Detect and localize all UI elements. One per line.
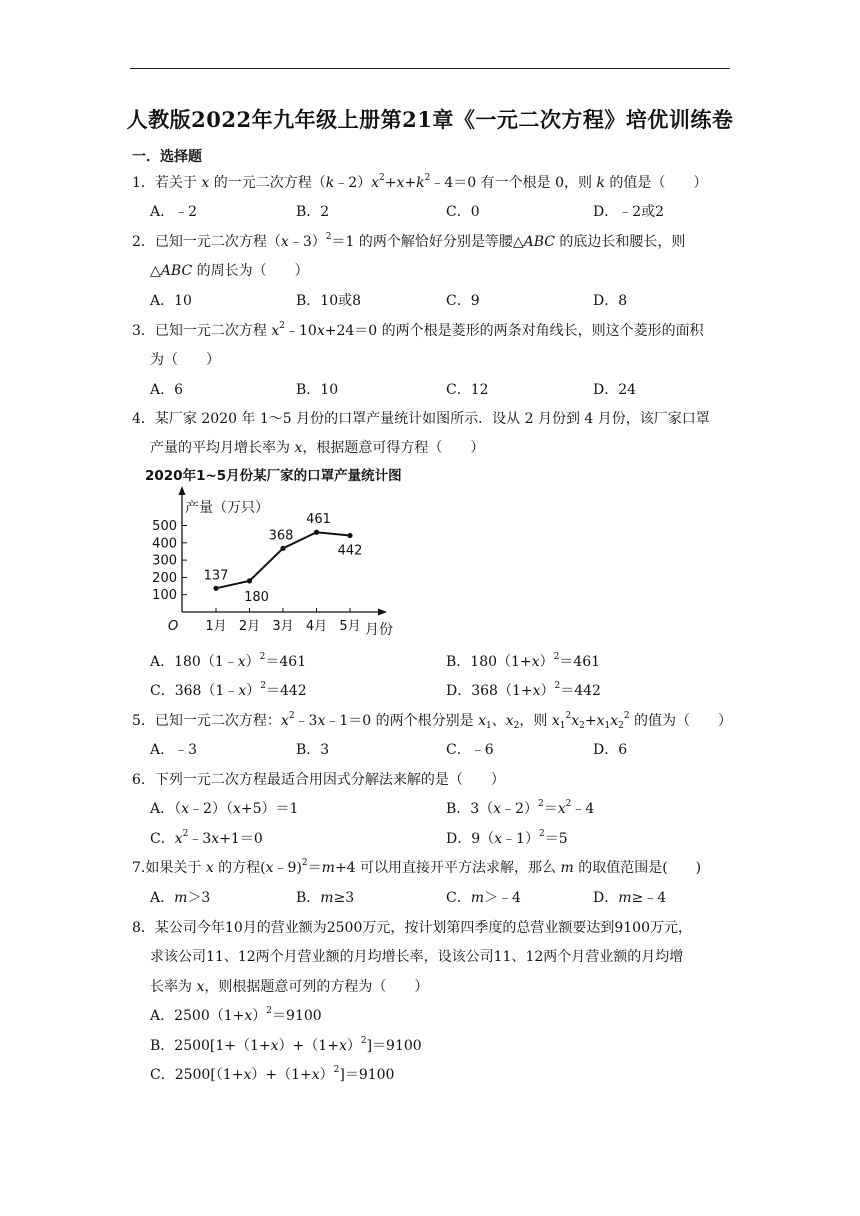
question-1-option-a: A．﹣2	[150, 204, 198, 220]
question-6-option-b: B．$3(x﹣2)^2=x^2﹣4$	[446, 799, 595, 817]
question-4-option-b: B．$180(1+x)^2=461$	[446, 652, 601, 670]
x-axis-label: 月份	[365, 622, 393, 638]
production-line-chart	[140, 462, 440, 647]
question-5-option-c: C．﹣6	[446, 742, 494, 758]
question-8-line-3: 长率为 x，则根据题意可列的方程为（ ）	[150, 979, 429, 995]
question-5-option-d: D．6	[593, 742, 628, 758]
question-8-line-1: 8．某公司今年10月的营业额为2500万元，按计划第四季度的总营业额要达到9100万元，	[132, 920, 692, 936]
data-label-3: 368	[268, 528, 294, 544]
data-point-2	[247, 578, 252, 583]
question-2-option-d: D．8	[593, 293, 628, 309]
question-3-line-2: 为（ ）	[150, 352, 220, 368]
question-6-option-c: C．$x^2﹣3x+1=0$	[150, 829, 263, 847]
question-6-text: 下列一元二次方程最适合用因式分解法来解的是（ ）	[154, 772, 505, 788]
question-2-line-1: 2．已知一元二次方程（x﹣3）$^2$＝1 的两个解恰好分别是等腰△ABC 的底边长和腰长，则	[132, 232, 686, 250]
data-label-4: 461	[306, 512, 331, 528]
question-3-line-1: 3．已知一元二次方程 $x^2﹣10x+24=0$ 的两个根是菱形的两条对角线长，则这个菱形的面积	[132, 321, 704, 339]
question-8-option-b: B．$2500[1+(1+x)+(1+x)^2]=9100$	[150, 1036, 422, 1054]
question-2-option-c: C．9	[446, 293, 480, 309]
question-4-line-1: 4．某厂家 2020 年 1～5 月份的口罩产量统计如图所示．设从 2 月份到 4 月份，该厂家口罩	[132, 411, 710, 427]
question-5-line-1: 5．已知一元二次方程：$x^2﹣3x﹣1=0$ 的两个根分别是 $x_1$、$x_2$，则 $x_1^2x_2+x_1x_2^2$ 的值为（ ）	[132, 711, 733, 731]
question-8-option-c: C．$2500[(1+x)+(1+x)^2]=9100$	[150, 1065, 395, 1083]
question-2-option-a: A．10	[150, 293, 192, 309]
origin-label: O	[168, 619, 179, 634]
x-tick-label-5: 5月	[339, 619, 361, 634]
question-5-option-b: B．3	[296, 742, 330, 758]
question-1-option-b: B．2	[296, 204, 330, 220]
question-1-line-1: 1．若关于 x 的一元二次方程$(k﹣2)x^2+x+k^2﹣4=0$ 有一个根是 0，则 k 的值是（ ）	[132, 173, 708, 191]
y-axis-arrow	[179, 486, 186, 495]
y-tick-label-100: 100	[152, 588, 177, 604]
question-4-option-a: A．180（1﹣x）$^2$＝461	[150, 652, 307, 670]
y-tick-label-200: 200	[152, 570, 177, 586]
question-7-option-c: C．m＞﹣4	[446, 890, 521, 906]
x-tick-label-4: 4月	[305, 619, 328, 634]
top-rule	[130, 68, 730, 69]
question-4-line-2: 产量的平均月增长率为 x，根据题意可得方程（ ）	[150, 440, 485, 456]
page-title: 人教版2022年九年级上册第21章《一元二次方程》培优训练卷	[126, 107, 734, 132]
question-7-option-b: B．m≥3	[296, 890, 355, 906]
x-tick-label-2: 2月	[238, 619, 261, 634]
question-3-option-c: C．12	[446, 382, 489, 398]
question-3-option-b: B．10	[296, 382, 339, 398]
section-heading: 一．选择题	[132, 149, 202, 165]
question-4-option-c: C．368（1﹣x）$^2$＝442	[150, 681, 307, 699]
data-point-5	[347, 533, 352, 538]
question-6-option-d: D．9（x﹣1）$^2$＝5	[446, 829, 568, 847]
y-tick-label-500: 500	[152, 519, 177, 534]
data-label-2: 180	[244, 589, 269, 605]
question-6-line-1: 6．下列一元二次方程最适合用因式分解法来解的是（ ）	[132, 772, 505, 788]
question-8-option-a: A．$2500(1+x)^2=9100$	[150, 1006, 322, 1024]
y-tick-label-300: 300	[152, 553, 177, 569]
data-label-5: 442	[337, 543, 363, 559]
data-label-1: 137	[203, 568, 229, 584]
x-axis-arrow	[378, 609, 387, 616]
chart-title: 2020年1~5月份某厂家的口罩产量统计图	[145, 468, 402, 484]
question-1-option-c: C．0	[446, 204, 480, 220]
question-6-option-a: A．（x﹣2）（x+5）＝1	[150, 801, 299, 817]
x-tick-label-3: 3月	[272, 619, 294, 634]
question-3-option-d: D．24	[593, 382, 637, 398]
question-4-option-d: D．$368(1+x)^2=442$	[446, 681, 601, 699]
data-point-1	[213, 586, 218, 591]
question-2-line-2: △ABC 的周长为（ ）	[150, 263, 309, 279]
question-7-option-d: D．m≥﹣4	[593, 890, 667, 906]
question-5-option-a: A．﹣3	[150, 742, 198, 758]
question-7-option-a: A．m＞3	[150, 890, 211, 906]
x-tick-label-1: 1月	[205, 619, 227, 634]
data-point-4	[314, 530, 319, 535]
question-8-text-1: 某公司今年10月的营业额为2500万元，按计划第四季度的总营业额要达到9100万元，	[154, 920, 692, 936]
question-3-option-a: A．6	[150, 382, 184, 398]
question-2-option-b: B．10或8	[296, 293, 362, 309]
data-point-3	[280, 546, 285, 551]
question-7-line-1: 7.如果关于 x 的方程(x﹣9)$^2$＝m+4 可以用直接开平方法求解，那么 m 的取值范围是( )	[132, 858, 702, 876]
question-8-line-2: 求该公司11、12两个月营业额的月均增长率，设该公司11、12两个月营业额的月均增	[150, 949, 684, 965]
y-axis-label: 产量（万只）	[185, 500, 269, 516]
y-tick-label-400: 400	[152, 536, 177, 552]
question-1-option-d: D．﹣2或2	[593, 204, 665, 220]
